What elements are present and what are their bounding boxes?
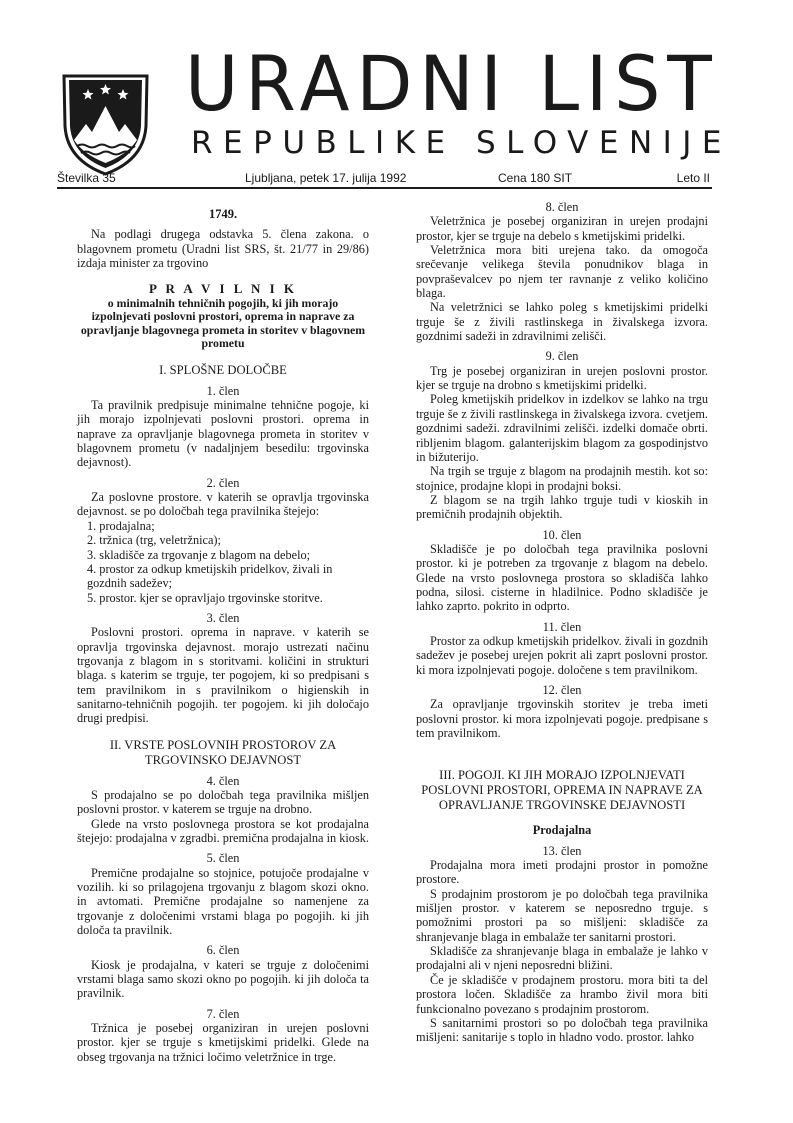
regulation-title: P R A V I L N I K [148, 281, 298, 297]
issue-year: Leto II [676, 171, 710, 185]
article-text: Z blagom se na trgih lahko trguje tudi v kioskih in premičnih prodajnih objektih. [416, 492, 708, 522]
article-text: S sanitarnimi prostori so po določbah tega pravilnika mišljeni: sanitarije s toplo in hladno vodo. prostor. lahko [416, 1015, 708, 1045]
article-heading: 13. člen [542, 843, 582, 858]
article-text: Za opravljanje trgovinskih storitev je treba imeti poslovni prostor. ki mora izpolnjevati pogoje. predpisane s tem pravilnikom. [416, 697, 708, 741]
article-heading: 8. člen [545, 200, 579, 214]
subsection-heading: Prodajalna [532, 823, 592, 838]
list-item: 4. prostor za odkup kmetijskih pridelkov, živali in gozdnih sadežev; [87, 561, 333, 591]
slovenia-coat-of-arms-icon [58, 62, 153, 177]
regulation-subtitle: o minimalnih tehničnih pogojih, ki jih morajo izpolnjevati poslovni prostori, oprema in naprave za opravljanje blagovnega prometa in storitev v blagovnem prometu [80, 295, 366, 351]
section-heading: II. VRSTE POSLOVNIH PROSTOROV ZA TRGOVINSKO DEJAVNOST [109, 737, 337, 767]
list-item: 3. skladišče za trgovanje z blagom na debelo; [87, 547, 311, 562]
article-text: Ta pravilnik predpisuje minimalne tehnične pogoje, ki jih morajo izpolnjevati poslovni prostori. oprema in naprave za opravljanje blagovnega prometa in storitev v blagovnem prometu (v nadaljnjem besedilu: trgovinska dejavnost). [77, 398, 369, 470]
section-heading: I. SPLOŠNE DOLOČBE [159, 362, 287, 377]
publication-subtitle: REPUBLIKE SLOVENIJE [191, 125, 733, 161]
article-text: Kiosk je prodajalna, v kateri se trguje z določenimi vrstami blaga samo skozi okno po pogojih. ki jih določa ta pravilnik. [77, 957, 369, 1001]
article-heading: 1. člen [206, 383, 240, 398]
article-text: Veletržnica je posebej organiziran in urejen prodajni prostor, kjer se trguje na debelo s kmetijskimi pridelki. [416, 214, 708, 243]
left-column [77, 200, 369, 1064]
article-text: Poslovni prostori. oprema in naprave. v katerih se opravlja trgovinska dejavnost. morajo ustrezati načinu trgovanja z blagom in s storitvami. količini in strukturi blaga. s katerim se trguje, ter pogojem, ki so predpisani s tem pravilnikom in s pravilnikom o higienskih in sanitarno-tehničnih pogojih. ter pogojem. ki jih določajo drugi predpisi. [77, 625, 369, 726]
article-heading: 5. člen [206, 851, 240, 866]
article-heading: 6. člen [206, 943, 240, 958]
article-text: Na veletržnici se lahko poleg s kmetijskimi pridelki trguje še z živili rastlinskega in živalskega izvora. gozdnimi sadeži in zdravilnimi zelišči. [416, 300, 708, 344]
document-number: 1749. [208, 207, 238, 221]
masthead [58, 39, 733, 170]
article-text: Glede na vrsto poslovnega prostora se kot prodajalna štejejo: prodajalna v zgradbi. premična prodajalna in kiosk. [77, 816, 369, 845]
article-text: S prodajnim prostorom je po določbah tega pravilnika mišljen prostor. v katerem se neposredno trguje. s pomožnimi prostori pa so mišljeni: skladišče za shranjevanje blaga in embalaže ter sanitarni prostori. [416, 886, 708, 944]
article-heading: 3. člen [206, 610, 240, 625]
article-text: Skladišče za shranjevanje blaga in embalaže je lahko v prodajalni ali v njeni neposredni bližini. [416, 944, 708, 973]
article-text: Veletržnica mora biti urejena tako. da omogoča srečevanje velikega števila ponudnikov blaga in povpraševalcev po njem ter ravnanje z veliko količino blaga. [416, 243, 708, 301]
article-text: Prodajalna mora imeti prodajni prostor in pomožne prostore. [416, 858, 708, 887]
article-text: S prodajalno se po določbah tega pravilnika mišljen poslovni prostor. v katerem se trguje na drobno. [77, 787, 369, 817]
preamble: Na podlagi drugega odstavka 5. člena zakona. o blagovnem prometu (Uradni list SRS, št. 21/77 in 29/86) izdaja minister za trgovino [77, 227, 369, 271]
article-text: Prostor za odkup kmetijskih pridelkov. živali in gozdnih sadežev je posebej urejen pokrit ali zaprt poslovni prostor. ki mora izpolnjevati pogoje. določene s tem pravilnikom. [416, 633, 708, 677]
article-text: Za poslovne prostore. v katerih se opravlja trgovinska dejavnost. se po določbah tega pravilnika štejejo: [77, 490, 369, 519]
article-heading: 2. člen [206, 475, 240, 490]
article-text: Na trgih se trguje z blagom na prodajnih mestih. kot so: stojnice, prodajne klopi in prodajni boksi. [416, 464, 708, 493]
issue-number: Številka 35 [57, 171, 116, 185]
issue-place-date: Ljubljana, petek 17. julija 1992 [245, 171, 407, 185]
right-column [416, 200, 708, 1045]
article-text: Če je skladišče v prodajnem prostoru. mora biti ta del prostora ločen. Skladišče za hrambo živil mora biti funkcionalno povezano s prodajnim prostorom. [416, 972, 708, 1016]
list-item: 2. tržnica (trg, veletržnica); [87, 533, 221, 548]
publication-title: URADNI LIST [185, 39, 719, 128]
article-heading: 10. člen [542, 527, 582, 542]
article-heading: 7. člen [206, 1006, 240, 1021]
article-text: Poleg kmetijskih pridelkov in izdelkov se lahko na trgu trguje še z živili rastlinskega in živalskega izvora. cvetjem. gozdnimi sadeži. zdravilnimi zelišči. izdelki domače obrti. ribljenim blagom. galanterijskim blagom za gospodinjstvo in bižuterijo. [416, 392, 708, 464]
issue-price: Cena 180 SIT [498, 171, 573, 185]
issue-info-bar [57, 170, 712, 189]
list-item: 1. prodajalna; [87, 518, 155, 533]
section-heading: III. POGOJI. KI JIH MORAJO IZPOLNJEVATI POSLOVNI PROSTORI, OPREMA IN NAPRAVE ZA OPRAVLJANJE TRGOVINSKE DEJAVNOSTI [421, 768, 703, 813]
article-text: Skladišče je po določbah tega pravilnika poslovni prostor. ki je potreben za trgovanje z blagom na debelo. Glede na vrsto poslovnega prostora so skladišča lahko podna, silosi. cisterne in hladilnice. Podno skladišče je lahko zaprto. pokrito in odprto. [416, 541, 708, 614]
article-text: Tržnica je posebej organiziran in urejen poslovni prostor. kjer se trguje s kmetijskimi pridelki. Glede na obseg trgovanja na tržnici ločimo veletržnice in trge. [77, 1021, 369, 1064]
list-item: 5. prostor. kjer se opravljajo trgovinske storitve. [87, 590, 323, 605]
article-text: Premične prodajalne so stojnice, potujoče prodajalne v vozilih. ki so prilagojena trgovanju z blagom skozi okno. in avtomati. Premične prodajalne so namenjene za trgovanje z določenimi vrstami blaga po pogojih. ki jih določa ta pravilnik. [77, 865, 369, 938]
article-heading: 11. člen [542, 619, 582, 634]
article-heading: 9. člen [545, 349, 579, 364]
article-heading: 12. člen [542, 683, 582, 697]
article-text: Trg je posebej organiziran in urejen poslovni prostor. kjer se trguje na drobno s kmetijskimi pridelki. [416, 363, 708, 393]
article-heading: 4. člen [206, 773, 240, 788]
